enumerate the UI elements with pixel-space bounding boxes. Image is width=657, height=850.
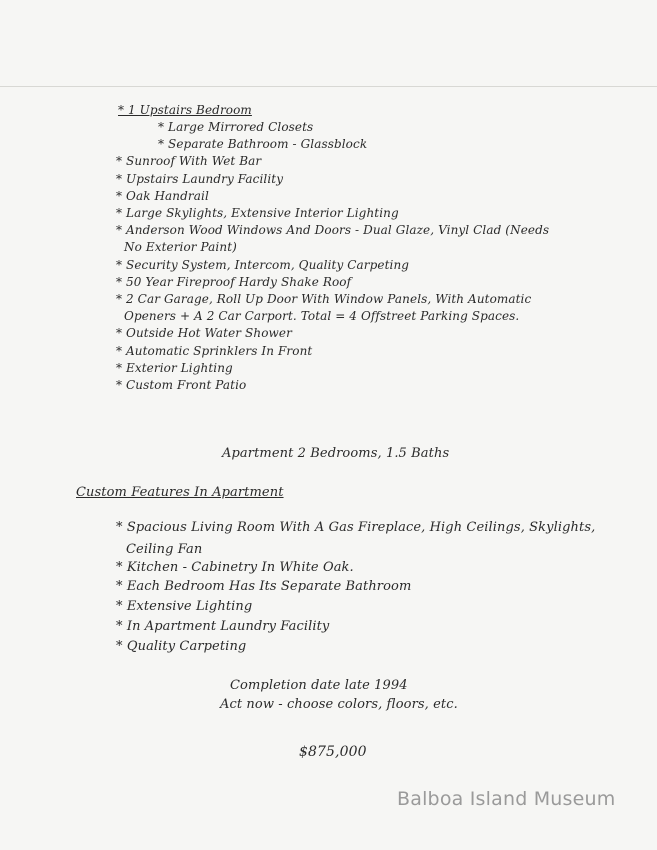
item-skylights: * Large Skylights, Extensive Interior Lighting bbox=[116, 206, 399, 220]
item-sunroof: * Sunroof With Wet Bar bbox=[116, 154, 262, 168]
apt-item-carpeting: * Quality Carpeting bbox=[116, 639, 247, 654]
item-laundry: * Upstairs Laundry Facility bbox=[116, 172, 284, 186]
watermark: Balboa Island Museum bbox=[397, 788, 616, 810]
fold-line bbox=[0, 86, 657, 87]
item-patio: * Custom Front Patio bbox=[116, 378, 247, 392]
item-security: * Security System, Intercom, Quality Carpeting bbox=[116, 258, 410, 272]
apt-item-living-cont: Ceiling Fan bbox=[126, 542, 203, 557]
item-windows-cont: No Exterior Paint) bbox=[124, 240, 237, 254]
apt-item-lighting: * Extensive Lighting bbox=[116, 599, 253, 614]
item-separate-bathroom: * Separate Bathroom - Glassblock bbox=[158, 137, 368, 151]
item-mirrored-closets: * Large Mirrored Closets bbox=[158, 120, 314, 134]
apt-item-laundry: * In Apartment Laundry Facility bbox=[116, 619, 330, 634]
item-handrail: * Oak Handrail bbox=[116, 189, 209, 203]
apt-item-bedroom: * Each Bedroom Has Its Separate Bathroom bbox=[116, 579, 412, 594]
completion-date: Completion date late 1994 bbox=[230, 678, 408, 693]
item-shower: * Outside Hot Water Shower bbox=[116, 326, 292, 340]
item-roof: * 50 Year Fireproof Hardy Shake Roof bbox=[116, 275, 352, 289]
item-sprinklers: * Automatic Sprinklers In Front bbox=[116, 344, 313, 358]
item-upstairs-bedroom: * 1 Upstairs Bedroom bbox=[118, 103, 252, 117]
apt-item-living: * Spacious Living Room With A Gas Fireplace, High Ceilings, Skylights, bbox=[116, 520, 596, 535]
item-garage-cont: Openers + A 2 Car Carport. Total = 4 Offstreet Parking Spaces. bbox=[124, 309, 520, 323]
custom-features-title: Custom Features In Apartment bbox=[76, 485, 284, 500]
item-windows: * Anderson Wood Windows And Doors - Dual Glaze, Vinyl Clad (Needs bbox=[116, 223, 550, 237]
apt-item-kitchen: * Kitchen - Cabinetry In White Oak. bbox=[116, 560, 354, 575]
price: $875,000 bbox=[299, 744, 367, 760]
apartment-heading: Apartment 2 Bedrooms, 1.5 Baths bbox=[222, 446, 450, 461]
item-exterior-lighting: * Exterior Lighting bbox=[116, 361, 233, 375]
item-garage: * 2 Car Garage, Roll Up Door With Window Panels, With Automatic bbox=[116, 292, 532, 306]
act-now: Act now - choose colors, floors, etc. bbox=[220, 697, 458, 712]
